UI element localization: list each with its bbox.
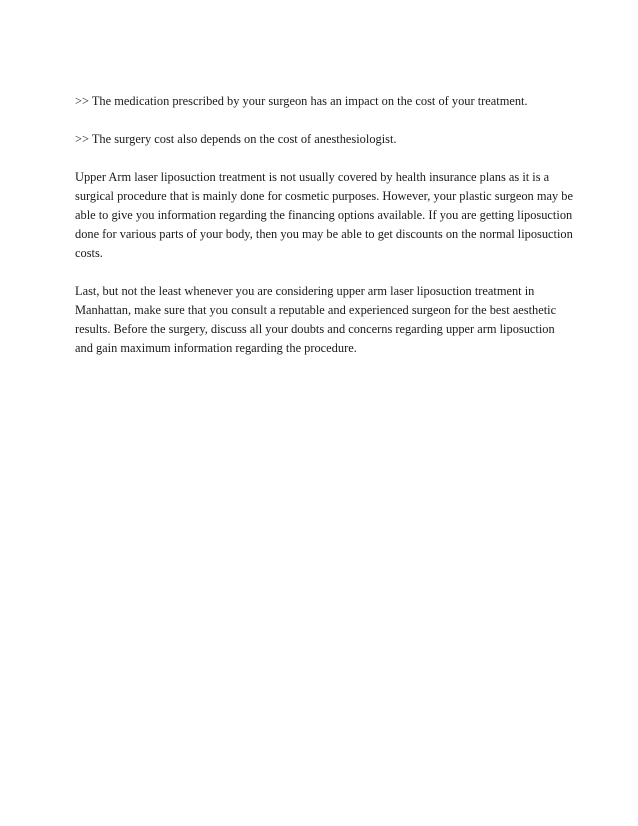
paragraph-consult-surgeon: Last, but not the least whenever you are considering upper arm laser liposuction treatment in Manhattan, make sure that you consult a reputable and experienced surgeon for the best aesthetic results. Before the surgery, discuss all your doubts and concerns regarding upper arm liposuction and gain maximum information regarding the procedure. (75, 284, 557, 355)
paragraph-medication-cost: >> The medication prescribed by your surgeon has an impact on the cost of your treatment. (75, 94, 528, 108)
paragraph-anesthesiologist-cost: >> The surgery cost also depends on the cost of anesthesiologist. (75, 132, 397, 146)
paragraph-insurance-financing: Upper Arm laser liposuction treatment is not usually covered by health insurance plans as it is a surgical procedure that is mainly done for cosmetic purposes. However, your plastic surgeon may be able to give you information regarding the financing options available. If you are getting liposuction done for various parts of your body, then you may be able to get discounts on the normal liposuction costs. (75, 170, 573, 260)
document-body (75, 92, 575, 377)
